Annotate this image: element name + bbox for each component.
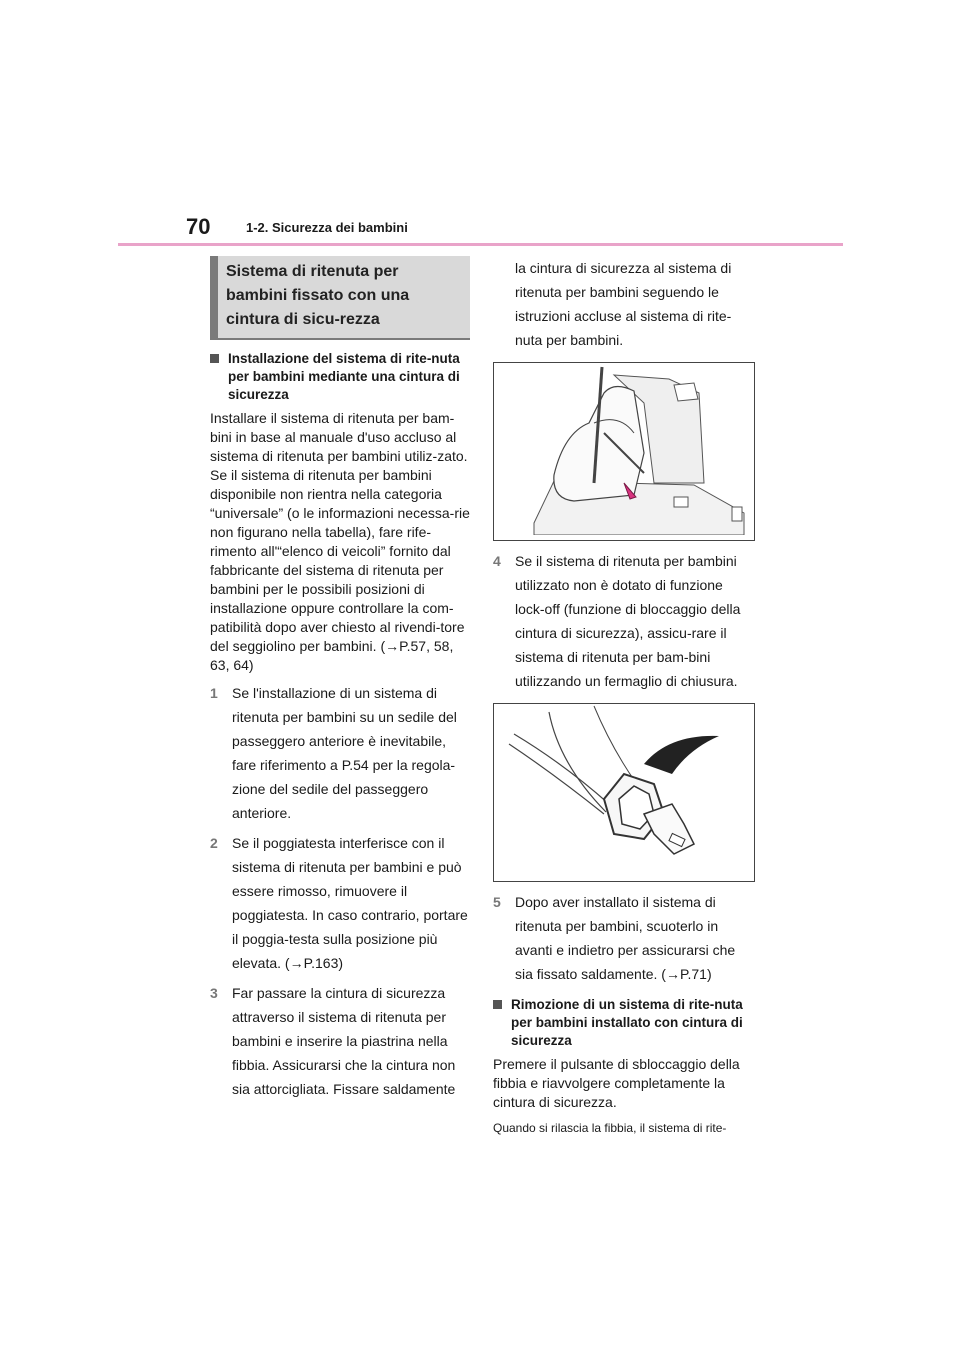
- header-rule: [118, 243, 843, 246]
- section-header: 1-2. Sicurezza dei bambini: [246, 220, 408, 235]
- child-seat-drawing: [494, 363, 748, 535]
- subheading-installation: [210, 350, 470, 404]
- step-3-continuation: la cintura di sicurezza al sistema di ritenuta per bambini seguendo le istruzioni accluse al sistema di rite-nuta per bambini.: [515, 260, 732, 348]
- note-text: Quando si rilascia la fibbia, il sistema di rite-: [493, 1121, 727, 1135]
- left-column: [210, 256, 470, 1101]
- step-2: [210, 831, 470, 975]
- subheading-removal: [493, 996, 755, 1050]
- square-bullet-icon: [210, 354, 219, 363]
- intro-paragraph: Installare il sistema di ritenuta per bam-bini in base al manuale d'uso accluso al sistema di ritenuta per bambini utiliz-zato. Se il sistema di ritenuta per bambini disponibile non rientra nella categoria “universale” (o le informazioni necessa-rie non figurano nella tabella), fare rife-rimento all'“elenco di veicoli” fornito dal fabbricante del sistema di ritenuta per bambini per le possibili posizioni di installazione oppure controllare la com-patibilità dopo aver chiesto al rivendi-tore del seggiolino per bambini. (→P.57, 58, 63, 64): [210, 410, 470, 673]
- removal-paragraph: Premere il pulsante di sbloccaggio della fibbia e riavvolgere completamente la cintura di sicurezza.: [493, 1056, 740, 1110]
- step-text: Dopo aver installato il sistema di ritenuta per bambini, scuoterlo in avanti e indietro per assicurarsi che sia fissato saldamente. (→P.71): [515, 894, 736, 982]
- locking-clip-drawing: [494, 704, 748, 876]
- step-text: Far passare la cintura di sicurezza attraverso il sistema di ritenuta per bambini e inserire la piastrina nella fibbia. Assicurarsi che la cintura non sia attorcigliata. Fissare saldamente: [232, 985, 456, 1097]
- step-number: 2: [210, 835, 218, 851]
- step-number: 5: [493, 894, 501, 910]
- step-1: [210, 681, 470, 825]
- step-number: 4: [493, 553, 501, 569]
- right-column: [493, 256, 755, 1136]
- step-text: Se l'installazione di un sistema di ritenuta per bambini su un sedile del passeggero anteriore è inevitabile, fare riferimento a P.54 per la regola-zione del sedile del passeggero anteriore.: [232, 685, 457, 821]
- step-text: Se il poggiatesta interferisce con il sistema di ritenuta per bambini e può essere rimosso, rimuovere il poggiatesta. In caso contrario, portare il poggia-testa sulla posizione più elevata. (→P.163): [232, 835, 468, 971]
- step-number: 1: [210, 685, 218, 701]
- locking-clip-illustration: [493, 703, 755, 882]
- child-seat-illustration: [493, 362, 755, 541]
- step-number: 3: [210, 985, 218, 1001]
- step-4: [493, 549, 755, 693]
- step-3: [210, 981, 470, 1101]
- page-number: 70: [186, 214, 211, 239]
- section-title-box: Sistema di ritenuta per bambini fissato con una cintura di sicu-rezza: [210, 256, 470, 340]
- subheading-installation-text: Installazione del sistema di rite-nuta per bambini mediante una cintura di sicurezza: [228, 351, 460, 402]
- step-5: [493, 890, 755, 986]
- subheading-removal-text: Rimozione di un sistema di rite-nuta per bambini installato con cintura di sicurezza: [511, 997, 743, 1048]
- square-bullet-icon: [493, 1000, 502, 1009]
- step-text: Se il sistema di ritenuta per bambini utilizzato non è dotato di funzione lock-off (funzione di bloccaggio della cintura di sicurezza), assicu-rare il sistema di ritenuta per bam-bini utilizzando un fermaglio di chiusura.: [515, 553, 741, 689]
